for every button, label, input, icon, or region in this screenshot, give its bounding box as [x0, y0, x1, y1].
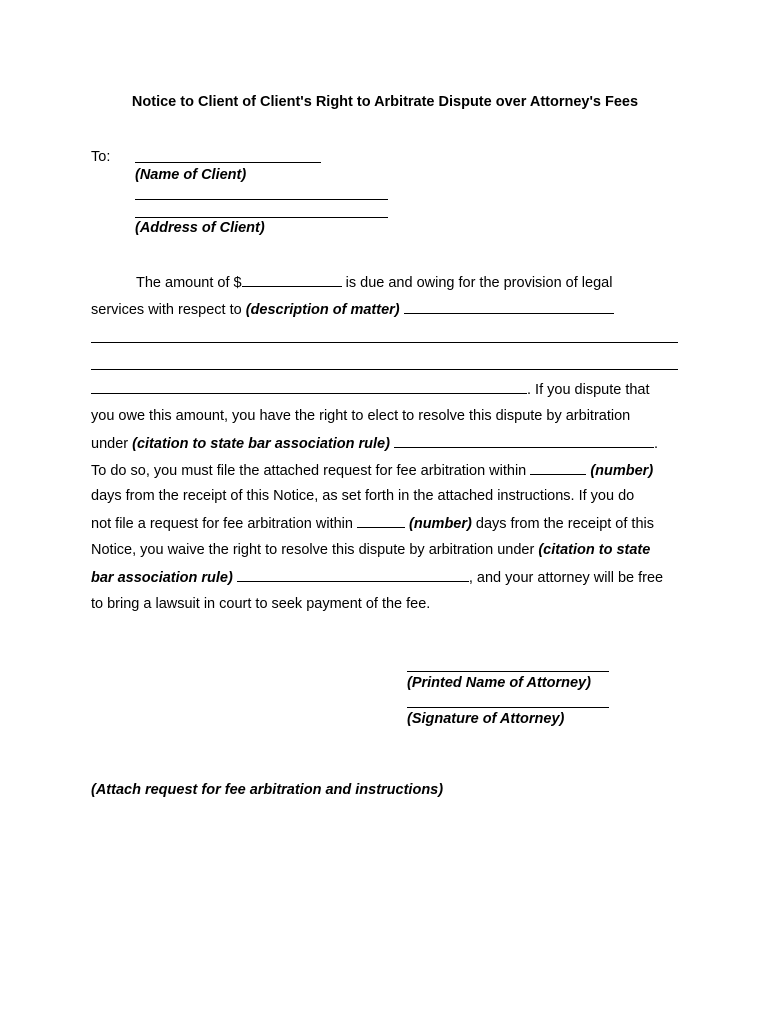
bar-assoc-line [91, 568, 663, 587]
description-line-2[interactable] [91, 342, 678, 343]
to-do-so-text: To do so, you must file the attached request for fee arbitration within [91, 463, 527, 479]
days-blank-2[interactable] [357, 514, 405, 528]
if-dispute-text: . If you dispute that [527, 382, 650, 398]
not-file-line [91, 514, 654, 533]
number-label-1: (number) [590, 463, 654, 479]
to-label: To: [91, 149, 111, 165]
address-of-client-label: (Address of Client) [135, 220, 265, 236]
days-blank-1[interactable] [530, 461, 586, 475]
attorney-free-text: , and your attorney will be free [468, 570, 664, 586]
bar-assoc-rule-label: bar association rule) [91, 570, 233, 586]
citation-blank-2[interactable] [237, 568, 469, 582]
citation-blank-1[interactable] [394, 434, 654, 448]
dispute-line [91, 380, 650, 399]
signature-of-attorney-label: (Signature of Attorney) [407, 711, 565, 727]
number-label-2: (number) [409, 516, 472, 532]
description-line-3[interactable] [91, 369, 678, 370]
client-name-line[interactable] [135, 162, 321, 163]
amount-suffix: is due and owing for the provision of legal [345, 275, 613, 291]
description-blank-4[interactable] [91, 380, 527, 394]
under-text: under [91, 436, 129, 452]
citation-to-state-label: (citation to state [538, 542, 651, 558]
to-do-so-line [91, 461, 653, 480]
notice-waive-line [91, 541, 650, 559]
days-from-line: days from the receipt of this Notice, as set forth in the attached instructions. If you do [91, 488, 635, 504]
citation-rule-label: (citation to state bar association rule) [132, 436, 390, 452]
not-file-text: not file a request for fee arbitration within [91, 516, 353, 532]
period-text: . [653, 436, 659, 452]
client-address-line-1[interactable] [135, 199, 388, 200]
owe-line: you owe this amount, you have the right to elect to resolve this dispute by arbitration [91, 408, 631, 424]
amount-blank[interactable] [242, 273, 342, 287]
client-address-line-2[interactable] [135, 217, 388, 218]
services-line [91, 300, 614, 319]
services-prefix: services with respect to [91, 302, 242, 318]
under-line [91, 434, 658, 453]
amount-prefix: The amount of $ [136, 275, 242, 291]
printed-name-of-attorney-label: (Printed Name of Attorney) [407, 675, 591, 691]
amount-line [136, 273, 612, 292]
printed-name-line[interactable] [407, 671, 609, 672]
attach-note: (Attach request for fee arbitration and instructions) [91, 782, 444, 798]
days-from-receipt-text: days from the receipt of this [475, 516, 654, 532]
name-of-client-label: (Name of Client) [135, 167, 247, 183]
notice-waive-text: Notice, you waive the right to resolve this dispute by arbitration under [91, 542, 535, 558]
description-of-matter-label: (description of matter) [245, 302, 400, 318]
document-title: Notice to Client of Client's Right to Arbitrate Dispute over Attorney's Fees [131, 94, 639, 110]
signature-line[interactable] [407, 707, 609, 708]
lawsuit-line: to bring a lawsuit in court to seek payment of the fee. [91, 596, 431, 612]
description-blank[interactable] [404, 300, 614, 314]
